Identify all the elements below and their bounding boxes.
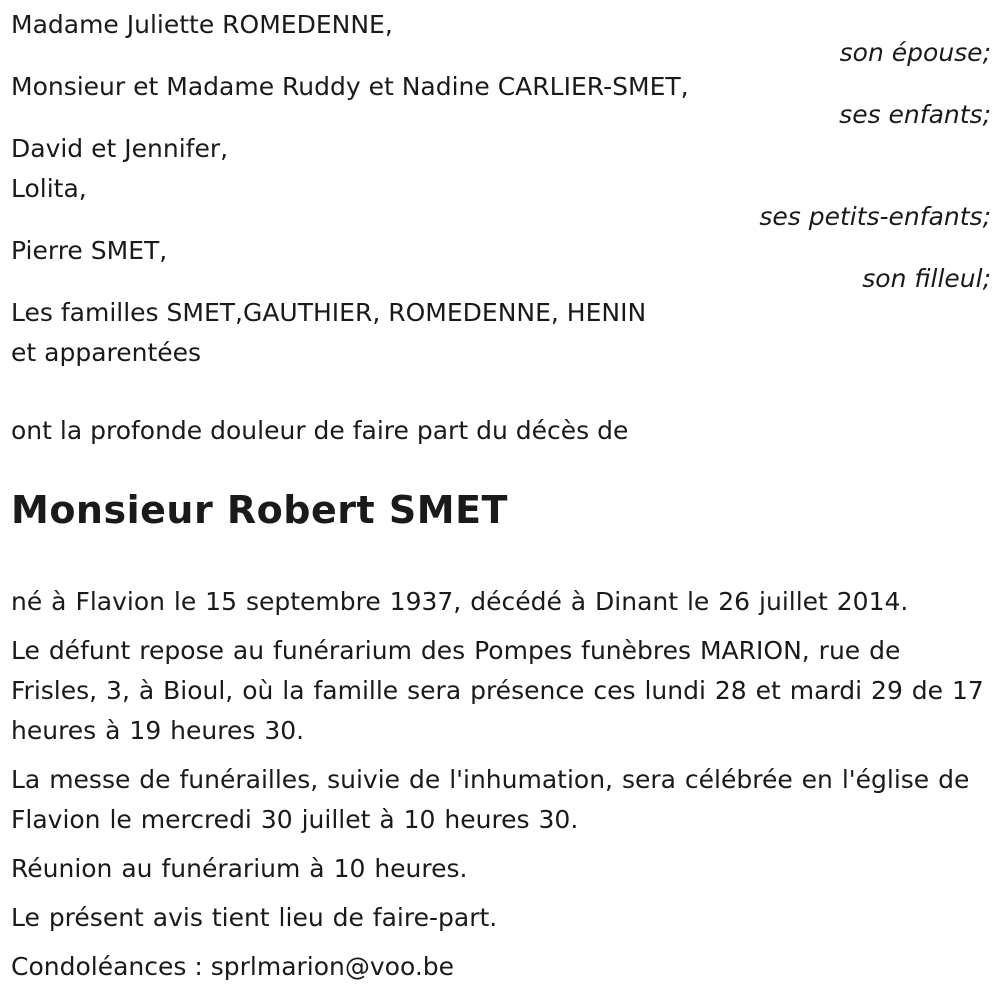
relation-label: ses enfants; bbox=[839, 100, 991, 129]
relation-label: son épouse; bbox=[839, 38, 991, 67]
deceased-name: Monsieur Robert SMET bbox=[11, 488, 508, 532]
family-line: Madame Juliette ROMEDENNE, bbox=[11, 10, 393, 39]
family-group-godson bbox=[11, 231, 991, 293]
meeting-paragraph: Réunion au funérarium à 10 heures. bbox=[11, 854, 468, 883]
birth-death-paragraph: né à Flavion le 15 septembre 1937, décédé à Dinant le 26 juillet 2014. bbox=[11, 587, 909, 616]
family-group-relatives bbox=[11, 293, 991, 373]
condolences-line bbox=[11, 947, 991, 987]
family-line: Les familles SMET,GAUTHIER, ROMEDENNE, HENIN bbox=[11, 298, 647, 327]
funeral-mass-paragraph: La messe de funérailles, suivie de l'inhumation, sera célébrée en l'église de Flavion le mercredi 30 juillet à 10 heures 30. bbox=[11, 765, 970, 834]
family-group-grandchildren bbox=[11, 129, 991, 231]
notice-paragraph: Le présent avis tient lieu de faire-part. bbox=[11, 903, 498, 932]
family-line: Pierre SMET, bbox=[11, 236, 168, 265]
family-line: Lolita, bbox=[11, 174, 87, 203]
relation-label: ses petits-enfants; bbox=[759, 202, 991, 231]
obituary-notice bbox=[11, 5, 991, 987]
family-line: David et Jennifer, bbox=[11, 134, 229, 163]
details-section bbox=[11, 582, 991, 987]
family-group-children bbox=[11, 67, 991, 129]
announcement-intro: ont la profonde douleur de faire part du décès de bbox=[11, 416, 629, 445]
family-line: Monsieur et Madame Ruddy et Nadine CARLIER-SMET, bbox=[11, 72, 689, 101]
funerarium-paragraph: Le défunt repose au funérarium des Pompes funèbres MARION, rue de Frisles, 3, à Bioul, où la famille sera présence ces lundi 28 et mardi 29 de 17 heures à 19 heures 30. bbox=[11, 636, 984, 745]
relation-label: son filleul; bbox=[862, 264, 991, 293]
condolences-label: Condoléances : bbox=[11, 952, 211, 981]
family-line: et apparentées bbox=[11, 338, 202, 367]
condolences-email[interactable]: sprlmarion@voo.be bbox=[210, 952, 455, 981]
family-group-spouse bbox=[11, 5, 991, 67]
